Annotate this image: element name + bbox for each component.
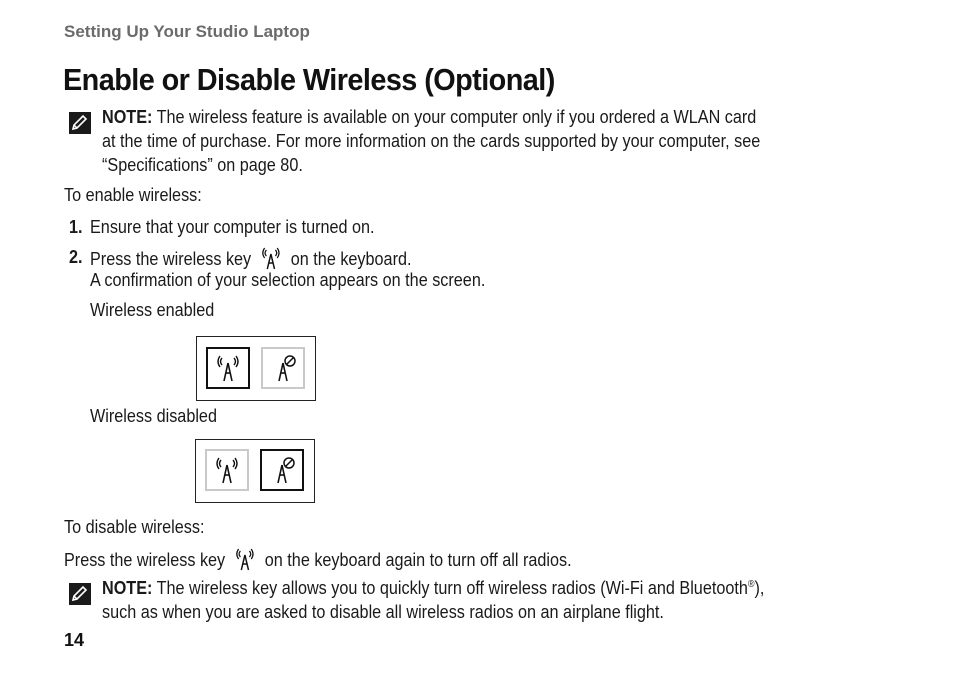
page-number: 14	[64, 630, 85, 650]
wireless-off-key-inactive	[261, 347, 305, 389]
step1-text: Ensure that your computer is turned on.	[90, 217, 375, 237]
disable-text: Press the wireless key on the keyboard again to turn off all radios.	[64, 548, 572, 577]
wireless-on-key-active	[206, 347, 250, 389]
note2-line2: such as when you are asked to disable all wireless radios on an airplane flight.	[102, 602, 664, 622]
wireless-antenna-icon	[235, 548, 255, 577]
note2-line1: NOTE: The wireless key allows you to quickly turn off wireless radios (Wi-Fi and Bluetooth®),	[102, 578, 765, 598]
note1-line2: at the time of purchase. For more information on the cards supported by your computer, see	[102, 131, 761, 151]
wireless-disabled-label: Wireless disabled	[90, 406, 217, 426]
page-title: Enable or Disable Wireless (Optional)	[63, 62, 555, 97]
note2-label: NOTE:	[102, 578, 153, 598]
wireless-enabled-indicator	[196, 336, 316, 401]
registered-mark: ®	[747, 579, 755, 590]
wireless-enabled-label: Wireless enabled	[90, 300, 215, 320]
disable-intro: To disable wireless:	[64, 517, 205, 537]
wireless-disabled-indicator	[195, 439, 315, 503]
wireless-on-key-inactive	[205, 449, 249, 491]
note1-text: The wireless feature is available on your computer only if you ordered a WLAN card	[156, 107, 757, 127]
step2-number: 2.	[69, 247, 83, 267]
wireless-off-key-active	[260, 449, 304, 491]
pencil-note-icon	[69, 112, 91, 134]
note1-line3: “Specifications” on page 80.	[102, 155, 303, 175]
step2-text: Press the wireless key on the keyboard.	[90, 247, 411, 276]
step2-line2: A confirmation of your selection appears on the screen.	[90, 270, 486, 290]
running-header: Setting Up Your Studio Laptop	[64, 22, 310, 41]
step1-number: 1.	[69, 217, 83, 237]
pencil-note-icon	[69, 583, 91, 605]
note1-label: NOTE:	[102, 107, 153, 127]
enable-intro: To enable wireless:	[64, 185, 202, 205]
note1-line1	[102, 107, 756, 128]
